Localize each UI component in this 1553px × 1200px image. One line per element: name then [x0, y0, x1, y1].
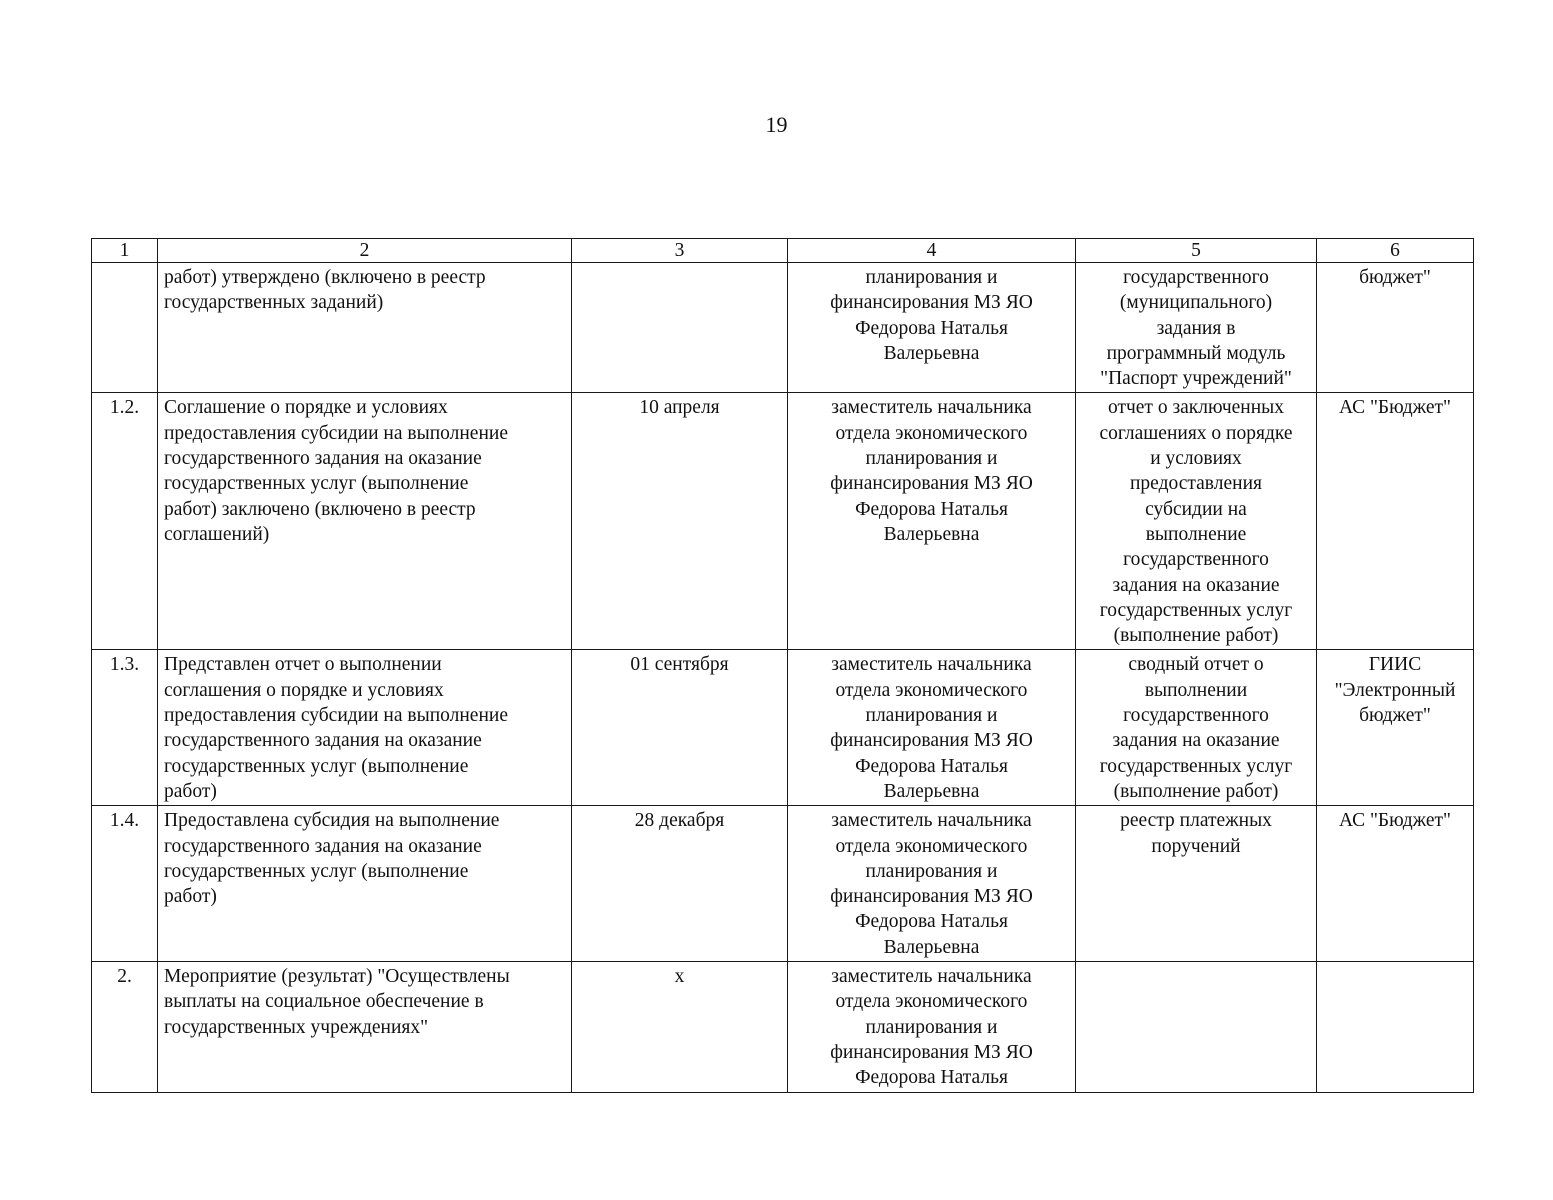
system-cell: АС "Бюджет": [1317, 393, 1474, 650]
event-cell: Предоставлена субсидия на выполнение государственного задания на оказание государственных услуг (выполнение работ): [158, 806, 572, 962]
document-cell: [1076, 962, 1317, 1092]
responsible-cell: заместитель начальника отдела экономического планирования и финансирования МЗ ЯО Федорова Наталья Валерьевна: [788, 650, 1076, 806]
row-number-cell: [92, 263, 158, 393]
responsible-cell: заместитель начальника отдела экономического планирования и финансирования МЗ ЯО Федорова Наталья Валерьевна: [788, 806, 1076, 962]
column-number-5: 5: [1076, 239, 1317, 263]
deadline-cell: [572, 263, 788, 393]
table-row: [92, 962, 1474, 1092]
event-cell: работ) утверждено (включено в реестр государственных заданий): [158, 263, 572, 393]
document-cell: сводный отчет о выполнении государственного задания на оказание государственных услуг (выполнение работ): [1076, 650, 1317, 806]
system-cell: [1317, 962, 1474, 1092]
row-number-cell: 2.: [92, 962, 158, 1092]
document-cell: реестр платежных поручений: [1076, 806, 1317, 962]
system-cell: ГИИС "Электронный бюджет": [1317, 650, 1474, 806]
page-number: 19: [765, 112, 788, 137]
document-cell: государственного (муниципального) задания в программный модуль "Паспорт учреждений": [1076, 263, 1317, 393]
deadline-cell: х: [572, 962, 788, 1092]
row-number-cell: 1.2.: [92, 393, 158, 650]
column-number-3: 3: [572, 239, 788, 263]
responsible-cell: планирования и финансирования МЗ ЯО Федорова Наталья Валерьевна: [788, 263, 1076, 393]
schedule-table: [91, 238, 1474, 1093]
event-cell: Мероприятие (результат) "Осуществлены выплаты на социальное обеспечение в государственных учреждениях": [158, 962, 572, 1092]
event-cell: Представлен отчет о выполнении соглашения о порядке и условиях предоставления субсидии на выполнение государственного задания на оказание государственных услуг (выполнение работ): [158, 650, 572, 806]
table-row: [92, 263, 1474, 393]
table-header-row: [92, 239, 1474, 263]
deadline-cell: 28 декабря: [572, 806, 788, 962]
event-cell: Соглашение о порядке и условиях предоставления субсидии на выполнение государственного задания на оказание государственных услуг (выполнение работ) заключено (включено в реестр соглашений): [158, 393, 572, 650]
table-row: [92, 806, 1474, 962]
deadline-cell: 01 сентября: [572, 650, 788, 806]
row-number-cell: 1.3.: [92, 650, 158, 806]
responsible-cell: заместитель начальника отдела экономического планирования и финансирования МЗ ЯО Федорова Наталья: [788, 962, 1076, 1092]
column-number-6: 6: [1317, 239, 1474, 263]
deadline-cell: 10 апреля: [572, 393, 788, 650]
system-cell: бюджет": [1317, 263, 1474, 393]
system-cell: АС "Бюджет": [1317, 806, 1474, 962]
column-number-4: 4: [788, 239, 1076, 263]
table-row: [92, 393, 1474, 650]
document-cell: отчет о заключенных соглашениях о порядке и условиях предоставления субсидии на выполнение государственного задания на оказание государственных услуг (выполнение работ): [1076, 393, 1317, 650]
table-row: [92, 650, 1474, 806]
row-number-cell: 1.4.: [92, 806, 158, 962]
column-number-1: 1: [92, 239, 158, 263]
responsible-cell: заместитель начальника отдела экономического планирования и финансирования МЗ ЯО Федорова Наталья Валерьевна: [788, 393, 1076, 650]
column-number-2: 2: [158, 239, 572, 263]
